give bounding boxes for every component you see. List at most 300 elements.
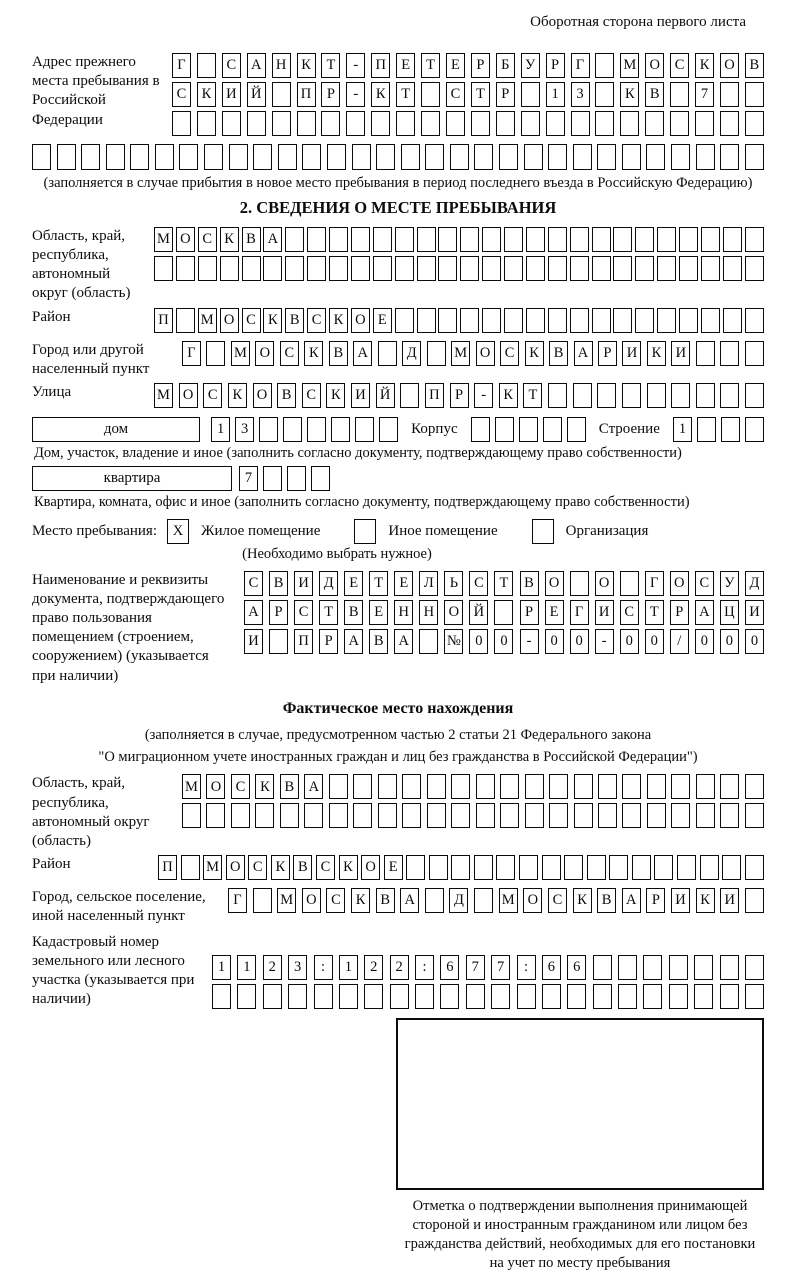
char-cell[interactable]: К (326, 383, 345, 408)
char-cell[interactable] (297, 111, 316, 136)
char-cell[interactable] (172, 111, 191, 136)
char-cell[interactable] (57, 144, 76, 170)
char-cell[interactable]: О (670, 571, 689, 596)
char-cell[interactable]: Н (272, 53, 291, 78)
char-cell[interactable]: - (474, 383, 493, 408)
char-cell[interactable]: М (198, 308, 217, 333)
char-cell[interactable]: Й (247, 82, 266, 107)
char-cell[interactable] (548, 227, 567, 252)
char-cell[interactable]: - (346, 82, 365, 107)
char-cell[interactable] (237, 984, 256, 1009)
char-cell[interactable]: 0 (695, 629, 714, 654)
char-cell[interactable]: Ь (444, 571, 463, 596)
char-cell[interactable] (647, 774, 666, 799)
char-cell[interactable] (476, 803, 495, 828)
char-cell[interactable]: С (280, 341, 299, 366)
char-cell[interactable] (259, 417, 278, 442)
char-cell[interactable]: Е (545, 600, 564, 625)
char-cell[interactable]: К (228, 383, 247, 408)
char-cell[interactable]: Г (228, 888, 247, 913)
char-cell[interactable] (307, 417, 326, 442)
char-cell[interactable] (745, 144, 764, 170)
char-cell[interactable] (618, 984, 637, 1009)
char-cell[interactable] (272, 111, 291, 136)
char-cell[interactable]: Р (269, 600, 288, 625)
char-cell[interactable] (474, 144, 493, 170)
char-cell[interactable] (696, 383, 715, 408)
char-cell[interactable]: Г (182, 341, 201, 366)
char-cell[interactable]: 0 (494, 629, 513, 654)
char-cell[interactable]: 1 (237, 955, 256, 980)
char-cell[interactable]: И (745, 600, 764, 625)
char-cell[interactable]: К (271, 855, 290, 880)
char-cell[interactable]: А (263, 227, 282, 252)
char-cell[interactable] (247, 111, 266, 136)
char-cell[interactable] (329, 774, 348, 799)
char-cell[interactable] (474, 855, 493, 880)
char-cell[interactable]: Т (321, 53, 340, 78)
char-cell[interactable]: С (548, 888, 567, 913)
char-cell[interactable]: И (671, 888, 690, 913)
char-cell[interactable] (130, 144, 149, 170)
char-cell[interactable]: Р (321, 82, 340, 107)
char-cell[interactable]: Р (520, 600, 539, 625)
char-cell[interactable] (263, 256, 282, 281)
char-cell[interactable]: 1 (339, 955, 358, 980)
char-cell[interactable] (283, 417, 302, 442)
char-cell[interactable] (670, 82, 689, 107)
char-cell[interactable] (353, 803, 372, 828)
char-cell[interactable] (593, 984, 612, 1009)
char-cell[interactable] (471, 417, 490, 442)
char-cell[interactable] (222, 111, 241, 136)
char-cell[interactable] (622, 144, 641, 170)
char-cell[interactable]: К (220, 227, 239, 252)
char-cell[interactable] (355, 417, 374, 442)
char-cell[interactable] (390, 984, 409, 1009)
char-cell[interactable] (401, 144, 420, 170)
char-cell[interactable]: 0 (620, 629, 639, 654)
char-cell[interactable]: В (597, 888, 616, 913)
char-cell[interactable] (402, 774, 421, 799)
char-cell[interactable] (745, 227, 764, 252)
char-cell[interactable] (474, 888, 493, 913)
char-cell[interactable]: : (517, 955, 536, 980)
char-cell[interactable]: Е (373, 308, 392, 333)
char-cell[interactable] (745, 774, 764, 799)
char-cell[interactable] (701, 227, 720, 252)
char-cell[interactable] (504, 227, 523, 252)
char-cell[interactable]: Р (598, 341, 617, 366)
char-cell[interactable]: 2 (263, 955, 282, 980)
char-cell[interactable] (176, 308, 195, 333)
char-cell[interactable]: № (444, 629, 463, 654)
char-cell[interactable] (466, 984, 485, 1009)
char-cell[interactable] (329, 803, 348, 828)
char-cell[interactable] (204, 144, 223, 170)
char-cell[interactable]: Д (402, 341, 421, 366)
char-cell[interactable]: Г (172, 53, 191, 78)
char-cell[interactable]: Ц (720, 600, 739, 625)
char-cell[interactable] (212, 984, 231, 1009)
char-cell[interactable] (574, 774, 593, 799)
char-cell[interactable]: К (525, 341, 544, 366)
char-cell[interactable] (302, 144, 321, 170)
char-cell[interactable] (669, 955, 688, 980)
char-cell[interactable] (517, 984, 536, 1009)
char-cell[interactable] (696, 144, 715, 170)
char-cell[interactable] (376, 144, 395, 170)
char-cell[interactable] (331, 417, 350, 442)
char-cell[interactable]: У (720, 571, 739, 596)
char-cell[interactable] (549, 774, 568, 799)
char-cell[interactable]: М (231, 341, 250, 366)
char-cell[interactable] (421, 82, 440, 107)
char-cell[interactable]: 7 (491, 955, 510, 980)
char-cell[interactable] (504, 256, 523, 281)
char-cell[interactable] (526, 256, 545, 281)
char-cell[interactable]: И (720, 888, 739, 913)
char-cell[interactable] (570, 227, 589, 252)
char-cell[interactable]: С (302, 383, 321, 408)
char-cell[interactable] (427, 774, 446, 799)
char-cell[interactable]: Д (449, 888, 468, 913)
char-cell[interactable] (620, 111, 639, 136)
char-cell[interactable] (593, 955, 612, 980)
char-cell[interactable]: К (351, 888, 370, 913)
char-cell[interactable] (351, 227, 370, 252)
char-cell[interactable] (521, 82, 540, 107)
char-cell[interactable]: С (198, 227, 217, 252)
char-cell[interactable] (679, 227, 698, 252)
char-cell[interactable]: 1 (212, 955, 231, 980)
char-cell[interactable]: Е (446, 53, 465, 78)
char-cell[interactable]: К (695, 53, 714, 78)
char-cell[interactable]: А (244, 600, 263, 625)
char-cell[interactable]: Н (394, 600, 413, 625)
char-cell[interactable]: О (361, 855, 380, 880)
char-cell[interactable]: Г (645, 571, 664, 596)
char-cell[interactable]: Б (496, 53, 515, 78)
char-cell[interactable]: И (351, 383, 370, 408)
char-cell[interactable] (32, 144, 51, 170)
char-cell[interactable]: Е (344, 571, 363, 596)
char-cell[interactable] (406, 855, 425, 880)
char-cell[interactable] (548, 256, 567, 281)
char-cell[interactable]: И (622, 341, 641, 366)
char-cell[interactable]: : (415, 955, 434, 980)
char-cell[interactable] (321, 111, 340, 136)
char-cell[interactable]: В (277, 383, 296, 408)
char-cell[interactable] (613, 227, 632, 252)
char-cell[interactable]: М (154, 227, 173, 252)
char-cell[interactable] (571, 111, 590, 136)
char-cell[interactable]: - (595, 629, 614, 654)
char-cell[interactable] (451, 855, 470, 880)
char-cell[interactable]: П (297, 82, 316, 107)
char-cell[interactable] (657, 308, 676, 333)
char-cell[interactable] (427, 341, 446, 366)
char-cell[interactable] (643, 984, 662, 1009)
char-cell[interactable] (346, 111, 365, 136)
char-cell[interactable]: : (314, 955, 333, 980)
char-cell[interactable]: К (499, 383, 518, 408)
char-cell[interactable] (745, 984, 764, 1009)
char-cell[interactable] (154, 256, 173, 281)
char-cell[interactable] (395, 256, 414, 281)
char-cell[interactable] (438, 308, 457, 333)
char-cell[interactable] (269, 629, 288, 654)
char-cell[interactable] (499, 144, 518, 170)
char-cell[interactable] (521, 111, 540, 136)
char-cell[interactable]: К (329, 308, 348, 333)
char-cell[interactable] (597, 383, 616, 408)
char-cell[interactable] (570, 571, 589, 596)
char-cell[interactable] (491, 984, 510, 1009)
char-cell[interactable] (720, 82, 739, 107)
char-cell[interactable] (745, 308, 764, 333)
char-cell[interactable] (620, 571, 639, 596)
char-cell[interactable] (645, 111, 664, 136)
char-cell[interactable]: М (277, 888, 296, 913)
char-cell[interactable] (417, 308, 436, 333)
char-cell[interactable] (542, 984, 561, 1009)
char-cell[interactable]: А (353, 341, 372, 366)
char-cell[interactable] (723, 256, 742, 281)
char-cell[interactable]: А (400, 888, 419, 913)
char-cell[interactable]: Т (494, 571, 513, 596)
char-cell[interactable]: К (573, 888, 592, 913)
char-cell[interactable] (720, 803, 739, 828)
checkbox-other-premises[interactable] (354, 519, 376, 544)
char-cell[interactable]: Т (471, 82, 490, 107)
char-cell[interactable]: В (645, 82, 664, 107)
char-cell[interactable] (657, 227, 676, 252)
char-cell[interactable] (622, 803, 641, 828)
char-cell[interactable] (231, 803, 250, 828)
char-cell[interactable]: И (222, 82, 241, 107)
char-cell[interactable] (304, 803, 323, 828)
char-cell[interactable]: О (595, 571, 614, 596)
char-cell[interactable] (253, 144, 272, 170)
char-cell[interactable] (327, 144, 346, 170)
char-cell[interactable] (395, 227, 414, 252)
char-cell[interactable]: П (294, 629, 313, 654)
char-cell[interactable] (329, 227, 348, 252)
char-cell[interactable]: Р (450, 383, 469, 408)
char-cell[interactable] (425, 888, 444, 913)
char-cell[interactable] (504, 308, 523, 333)
char-cell[interactable] (592, 256, 611, 281)
char-cell[interactable] (598, 774, 617, 799)
char-cell[interactable]: О (351, 308, 370, 333)
char-cell[interactable] (720, 144, 739, 170)
char-cell[interactable] (351, 256, 370, 281)
char-cell[interactable]: М (154, 383, 173, 408)
char-cell[interactable]: В (745, 53, 764, 78)
char-cell[interactable] (574, 803, 593, 828)
char-cell[interactable] (694, 955, 713, 980)
char-cell[interactable] (206, 341, 225, 366)
char-cell[interactable] (525, 774, 544, 799)
char-cell[interactable] (613, 308, 632, 333)
char-cell[interactable]: М (499, 888, 518, 913)
char-cell[interactable]: О (226, 855, 245, 880)
char-cell[interactable] (546, 111, 565, 136)
char-cell[interactable]: О (645, 53, 664, 78)
char-cell[interactable]: С (316, 855, 335, 880)
char-cell[interactable]: П (425, 383, 444, 408)
char-cell[interactable] (723, 227, 742, 252)
char-cell[interactable] (548, 308, 567, 333)
char-cell[interactable]: С (307, 308, 326, 333)
char-cell[interactable] (373, 227, 392, 252)
char-cell[interactable] (701, 256, 720, 281)
char-cell[interactable] (519, 417, 538, 442)
char-cell[interactable]: П (371, 53, 390, 78)
char-cell[interactable] (339, 984, 358, 1009)
char-cell[interactable] (438, 256, 457, 281)
char-cell[interactable] (373, 256, 392, 281)
char-cell[interactable] (720, 341, 739, 366)
char-cell[interactable]: 2 (364, 955, 383, 980)
char-cell[interactable] (364, 984, 383, 1009)
char-cell[interactable]: С (244, 571, 263, 596)
char-cell[interactable]: Т (421, 53, 440, 78)
char-cell[interactable] (595, 53, 614, 78)
char-cell[interactable]: С (446, 82, 465, 107)
char-cell[interactable]: С (248, 855, 267, 880)
char-cell[interactable]: 1 (211, 417, 230, 442)
char-cell[interactable] (482, 308, 501, 333)
char-cell[interactable]: В (269, 571, 288, 596)
char-cell[interactable] (720, 774, 739, 799)
char-cell[interactable] (570, 256, 589, 281)
char-cell[interactable] (182, 803, 201, 828)
char-cell[interactable]: Т (369, 571, 388, 596)
char-cell[interactable] (242, 256, 261, 281)
char-cell[interactable]: К (647, 341, 666, 366)
char-cell[interactable] (285, 227, 304, 252)
char-cell[interactable] (495, 417, 514, 442)
char-cell[interactable] (622, 774, 641, 799)
char-cell[interactable]: / (670, 629, 689, 654)
char-cell[interactable] (263, 466, 282, 491)
char-cell[interactable]: Е (394, 571, 413, 596)
char-cell[interactable] (419, 629, 438, 654)
char-cell[interactable] (697, 417, 716, 442)
char-cell[interactable]: Й (376, 383, 395, 408)
char-cell[interactable]: К (297, 53, 316, 78)
char-cell[interactable]: К (339, 855, 358, 880)
char-cell[interactable] (314, 984, 333, 1009)
char-cell[interactable]: В (242, 227, 261, 252)
char-cell[interactable]: А (304, 774, 323, 799)
char-cell[interactable]: Л (419, 571, 438, 596)
char-cell[interactable]: В (376, 888, 395, 913)
char-cell[interactable]: 0 (645, 629, 664, 654)
char-cell[interactable]: Р (319, 629, 338, 654)
char-cell[interactable] (287, 466, 306, 491)
char-cell[interactable] (670, 111, 689, 136)
char-cell[interactable] (657, 256, 676, 281)
char-cell[interactable]: 0 (570, 629, 589, 654)
char-cell[interactable]: И (244, 629, 263, 654)
char-cell[interactable] (677, 855, 696, 880)
char-cell[interactable]: П (154, 308, 173, 333)
char-cell[interactable] (496, 111, 515, 136)
char-cell[interactable]: В (285, 308, 304, 333)
char-cell[interactable] (745, 417, 764, 442)
char-cell[interactable] (471, 111, 490, 136)
char-cell[interactable] (482, 227, 501, 252)
char-cell[interactable] (567, 984, 586, 1009)
char-cell[interactable] (496, 855, 515, 880)
char-cell[interactable]: К (197, 82, 216, 107)
char-cell[interactable] (745, 256, 764, 281)
char-cell[interactable] (723, 308, 742, 333)
char-cell[interactable]: О (720, 53, 739, 78)
char-cell[interactable] (525, 803, 544, 828)
char-cell[interactable] (643, 955, 662, 980)
char-cell[interactable]: Г (571, 53, 590, 78)
char-cell[interactable]: Г (570, 600, 589, 625)
char-cell[interactable] (671, 774, 690, 799)
char-cell[interactable]: А (574, 341, 593, 366)
char-cell[interactable] (720, 111, 739, 136)
char-cell[interactable] (564, 855, 583, 880)
char-cell[interactable] (595, 82, 614, 107)
char-cell[interactable]: Р (546, 53, 565, 78)
char-cell[interactable] (450, 144, 469, 170)
char-cell[interactable] (460, 256, 479, 281)
char-cell[interactable] (745, 855, 764, 880)
char-cell[interactable]: О (444, 600, 463, 625)
char-cell[interactable] (482, 256, 501, 281)
char-cell[interactable] (500, 774, 519, 799)
char-cell[interactable]: В (549, 341, 568, 366)
char-cell[interactable]: К (371, 82, 390, 107)
char-cell[interactable]: М (203, 855, 222, 880)
char-cell[interactable]: 7 (239, 466, 258, 491)
char-cell[interactable] (440, 984, 459, 1009)
char-cell[interactable] (253, 888, 272, 913)
char-cell[interactable]: 1 (546, 82, 565, 107)
char-cell[interactable]: В (369, 629, 388, 654)
char-cell[interactable]: О (545, 571, 564, 596)
char-cell[interactable] (548, 144, 567, 170)
char-cell[interactable] (613, 256, 632, 281)
char-cell[interactable] (229, 144, 248, 170)
char-cell[interactable]: Й (469, 600, 488, 625)
char-cell[interactable] (311, 466, 330, 491)
char-cell[interactable] (220, 256, 239, 281)
char-cell[interactable]: Т (396, 82, 415, 107)
char-cell[interactable] (635, 308, 654, 333)
char-cell[interactable] (598, 803, 617, 828)
char-cell[interactable]: А (394, 629, 413, 654)
char-cell[interactable] (206, 803, 225, 828)
char-cell[interactable] (451, 774, 470, 799)
char-cell[interactable] (155, 144, 174, 170)
char-cell[interactable]: О (179, 383, 198, 408)
char-cell[interactable] (500, 803, 519, 828)
char-cell[interactable] (417, 256, 436, 281)
char-cell[interactable]: О (476, 341, 495, 366)
char-cell[interactable]: Р (646, 888, 665, 913)
char-cell[interactable] (720, 383, 739, 408)
char-cell[interactable] (451, 803, 470, 828)
